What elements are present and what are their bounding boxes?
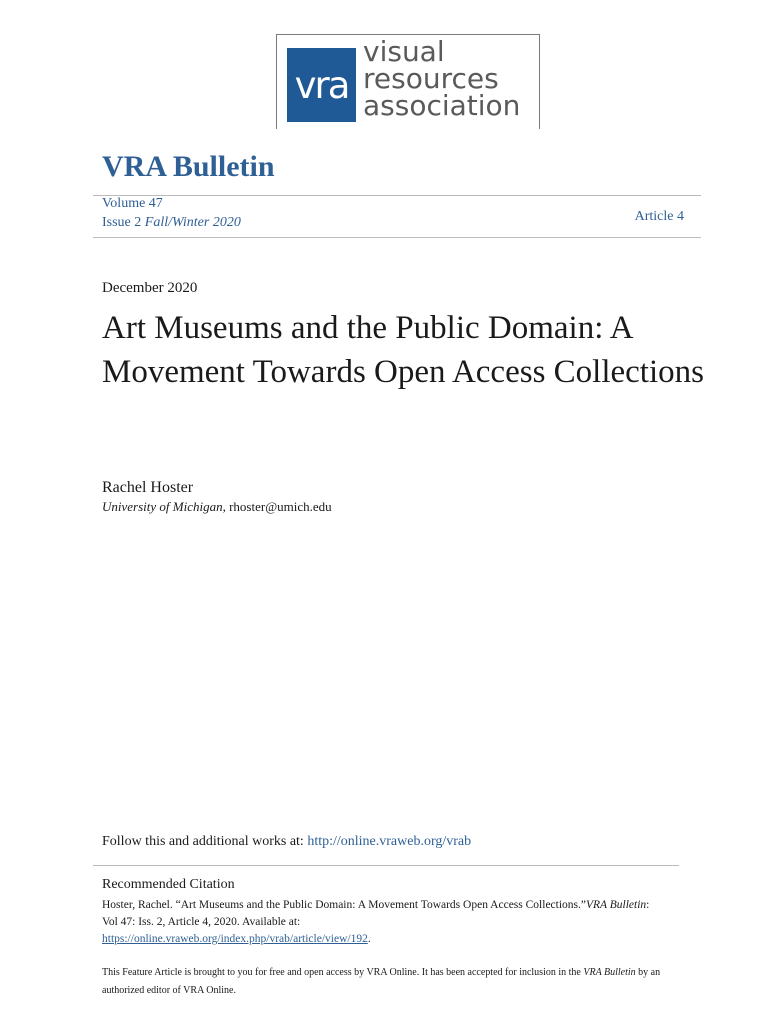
vra-logo-mark: vra [287, 48, 356, 122]
follow-text: Follow this and additional works at: [102, 834, 308, 849]
follow-link[interactable]: http://online.vraweb.org/vrab [307, 834, 472, 849]
citation-end: . [367, 933, 371, 945]
issue-season: Fall/Winter 2020 [144, 215, 241, 230]
notice-journal: VRA Bulletin [583, 967, 636, 978]
logo-word-association: association [363, 89, 521, 122]
notice-text-end: by an authorized editor of VRA Online. [102, 967, 661, 996]
issue-number: Issue 2 [102, 215, 145, 230]
access-notice [102, 964, 672, 1000]
notice-text: This Feature Article is brought to you for free and open access by VRA Online. It has been accepted for inclusion in the [102, 967, 584, 978]
author-affiliation [102, 499, 332, 515]
author-email[interactable]: rhoster@umich.edu [229, 499, 332, 514]
logo-word-resources: resources [363, 62, 499, 95]
citation-text: Hoster, Rachel. “Art Museums and the Public Domain: A Movement Towards Open Access Collections.” [102, 899, 586, 911]
article-title: Art Museums and the Public Domain: A Movement Towards Open Access Collections [102, 310, 704, 390]
citation-body [102, 897, 662, 948]
logo-word-visual: visual [363, 35, 445, 68]
citation-link[interactable]: https://online.vraweb.org/index.php/vrab/article/view/192 [102, 933, 368, 945]
affiliation-name: University of Michigan [102, 499, 223, 514]
affiliation-separator: , [222, 499, 230, 514]
divider-bottom [93, 237, 701, 238]
issue-link[interactable] [102, 215, 241, 231]
vra-logo [276, 34, 540, 129]
author-name: Rachel Hoster [102, 479, 194, 496]
divider-citation [93, 865, 679, 866]
article-link[interactable]: Article 4 [634, 209, 684, 224]
publication-date: December 2020 [102, 280, 198, 296]
divider-top [93, 195, 701, 196]
citation-details: : Vol 47: Iss. 2, Article 4, 2020. Available at: [102, 899, 650, 928]
citation-journal: VRA Bulletin [586, 899, 647, 911]
vra-logo-wordmark [363, 35, 521, 122]
volume-link[interactable]: Volume 47 [102, 196, 163, 211]
citation-heading: Recommended Citation [102, 877, 235, 892]
follow-line [102, 834, 471, 850]
bulletin-title: VRA Bulletin [102, 150, 275, 183]
